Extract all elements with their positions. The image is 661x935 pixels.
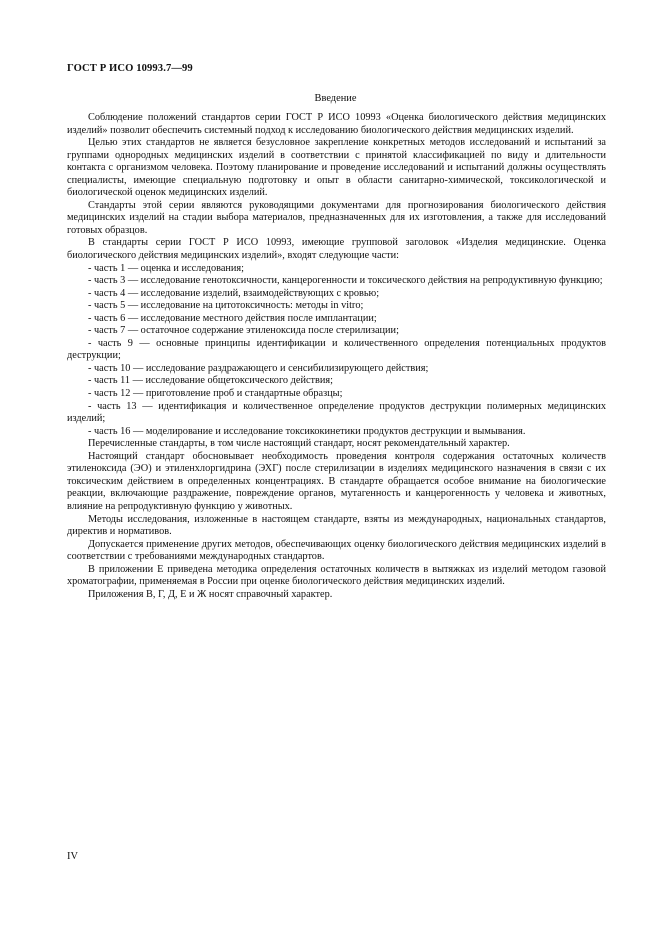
paragraph: Соблюдение положений стандартов серии ГОСТ Р ИСО 10993 «Оценка биологического действия медицинских изделий» позволит обеспечить системный подход к исследованию биологического действия медицинских изделий. xyxy=(67,112,606,136)
section-title: Введение xyxy=(314,93,357,104)
paragraph: Методы исследования, изложенные в настоящем стандарте, взяты из международных, национальных стандартов, директив и нормативов. xyxy=(67,513,606,538)
list-item: - часть 3 — исследование генотоксичности, канцерогенности и токсического действия на репродуктивную функцию; xyxy=(88,275,603,287)
paragraph: Перечисленные стандарты, в том числе настоящий стандарт, носят рекомендательный характер. xyxy=(88,438,510,450)
list-item: - часть 1 — оценка и исследования; xyxy=(88,262,245,274)
paragraph: Допускается применение других методов, обеспечивающих оценку биологического действия медицинских изделий в соответствии с требованиями международных стандартов. xyxy=(67,538,606,563)
list-item: - часть 9 — основные принципы идентификации и количественного определения потенциальных продуктов деструкции; xyxy=(67,337,606,362)
paragraph: Приложения В, Г, Д, Е и Ж носят справочный характер. xyxy=(88,588,333,600)
page-number: IV xyxy=(67,851,78,862)
standard-code-header: ГОСТ Р ИСО 10993.7—99 xyxy=(67,63,193,74)
list-item: - часть 6 — исследование местного действия после имплантации; xyxy=(88,312,377,324)
list-item: - часть 10 — исследование раздражающего и сенсибилизирующего действия; xyxy=(88,362,429,374)
paragraph: В приложении Е приведена методика определения остаточных количеств в вытяжках из изделий методом газовой хроматографии, применяемая в России при оценке биологического действия медицинских изделий. xyxy=(67,563,606,588)
list-item: - часть 16 — моделирование и исследование токсикокинетики продуктов деструкции и вымывания. xyxy=(88,425,526,437)
list-item: - часть 11 — исследование общетоксического действия; xyxy=(88,375,334,387)
paragraph: Целью этих стандартов не является безусловное закрепление конкретных методов исследований и испытаний за группами однородных медицинских изделий в соответствии с принятой классификацией по виду и длительности контакта с организмом человека. Поэтому планирование и проведение исследований и испытаний должны осуществлять специалисты, имеющие специальную подготовку и опыт в области санитарно-химической, токсикологической и биологической оценок медицинских изделий. xyxy=(67,137,606,199)
list-item: - часть 12 — приготовление проб и стандартные образцы; xyxy=(88,388,343,400)
list-item: - часть 13 — идентификация и количественное определение продуктов деструкции полимерных медицинских изделий; xyxy=(67,400,606,425)
paragraph: Стандарты этой серии являются руководящими документами для прогнозирования биологического действия медицинских изделий на стадии выбора материалов, предназначенных для их изготовления, а также для исследований готовых образцов. xyxy=(67,199,606,236)
paragraph: Настоящий стандарт обосновывает необходимость проведения контроля содержания остаточных количеств этиленоксида (ЭО) и этиленхлоргидрина (ЭХГ) после стерилизации в изделиях медицинского назначения в связи с их токсическим действием в определенных концентрациях. В стандарте обращается особое внимание на биологические реакции, включающие раздражение, повреждение органов, мутагенность и канцерогенность у человека и животных, влияние на репродуктивную функцию у животных. xyxy=(67,450,606,512)
list-item: - часть 7 — остаточное содержание этиленоксида после стерилизации; xyxy=(88,325,399,337)
list-item: - часть 5 — исследование на цитотоксичность: методы in vitro; xyxy=(88,300,364,312)
paragraph: В стандарты серии ГОСТ Р ИСО 10993, имеющие групповой заголовок «Изделия медицинские. Оценка биологического действия медицинских изделий», входят следующие части: xyxy=(67,237,606,262)
list-item: - часть 4 — исследование изделий, взаимодействующих с кровью; xyxy=(88,287,380,299)
introduction-body xyxy=(67,112,606,601)
